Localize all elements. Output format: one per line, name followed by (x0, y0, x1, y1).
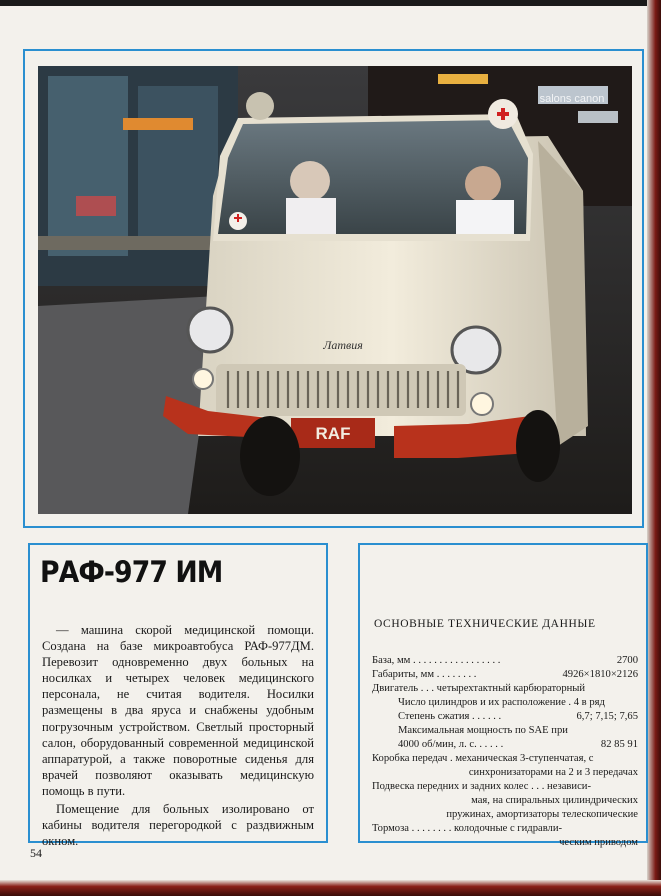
spec-line: Подвеска передних и задних колес . . . независи- (372, 781, 591, 792)
ambulance-photo (38, 66, 632, 514)
description-paragraph: — машина скорой медицинской помощи. Создана на базе микроавтобуса РАФ-977ДМ. Перевозит одновременно двух больных на носилках и четырех человек медицинского персонала, не считая водителя. Носилки размещены в два яруса и снабжены удобным погрузочным устройством. Светлый просторный салон, оборудованный современной медицинской аппаратурой, а также поворотные сиденья для врачей позволяют оказывать медицинскую помощь в пути. (42, 623, 314, 798)
spec-line: Число цилиндров и их расположение . 4 в ряд (398, 697, 605, 708)
spec-line: Максимальная мощность по SAE при (398, 725, 568, 736)
spec-line: пружинах, амортизаторы телескопические (446, 809, 638, 820)
spec-line: Степень сжатия . . . . . . 6,7; 7,15; 7,65 (398, 711, 638, 722)
model-title: РАФ-977 ИМ (40, 555, 223, 589)
book-bottom-edge (0, 880, 661, 896)
license-plate-text: RAF (315, 424, 351, 443)
specs-heading: ОСНОВНЫЕ ТЕХНИЧЕСКИЕ ДАННЫЕ (374, 618, 596, 630)
spec-line: 4000 об/мин, л. с. . . . . . 82 85 91 (398, 739, 638, 750)
spec-line: Тормоза . . . . . . . . колодочные с гидравли- (372, 823, 563, 834)
page-number: 54 (30, 846, 42, 860)
spec-line: синхронизаторами на 2 и 3 передачах (468, 767, 638, 778)
spec-line: ческим приводом (559, 837, 638, 848)
description-paragraph: Помещение для больных изолировано от кабины водителя перегородкой с раздвижным окном. (42, 802, 314, 849)
ambulance-photo-illustration (38, 66, 632, 514)
description-text (42, 622, 314, 849)
spec-line: мая, на спиральных цилиндрических (471, 795, 638, 806)
shop-sign-text: salons canon (539, 93, 605, 105)
van-badge-text: Латвия (323, 338, 363, 352)
spec-line: Габариты, мм . . . . . . . . 4926×1810×2126 (372, 669, 638, 680)
book-edge (647, 0, 661, 896)
spec-line: База, мм . . . . . . . . . . . . . . . . . 2700 (372, 655, 638, 666)
spec-line: Двигатель . . . четырехтактный карбюраторный (372, 683, 586, 694)
spec-line: Коробка передач . механическая 3-ступенчатая, с (372, 753, 594, 764)
